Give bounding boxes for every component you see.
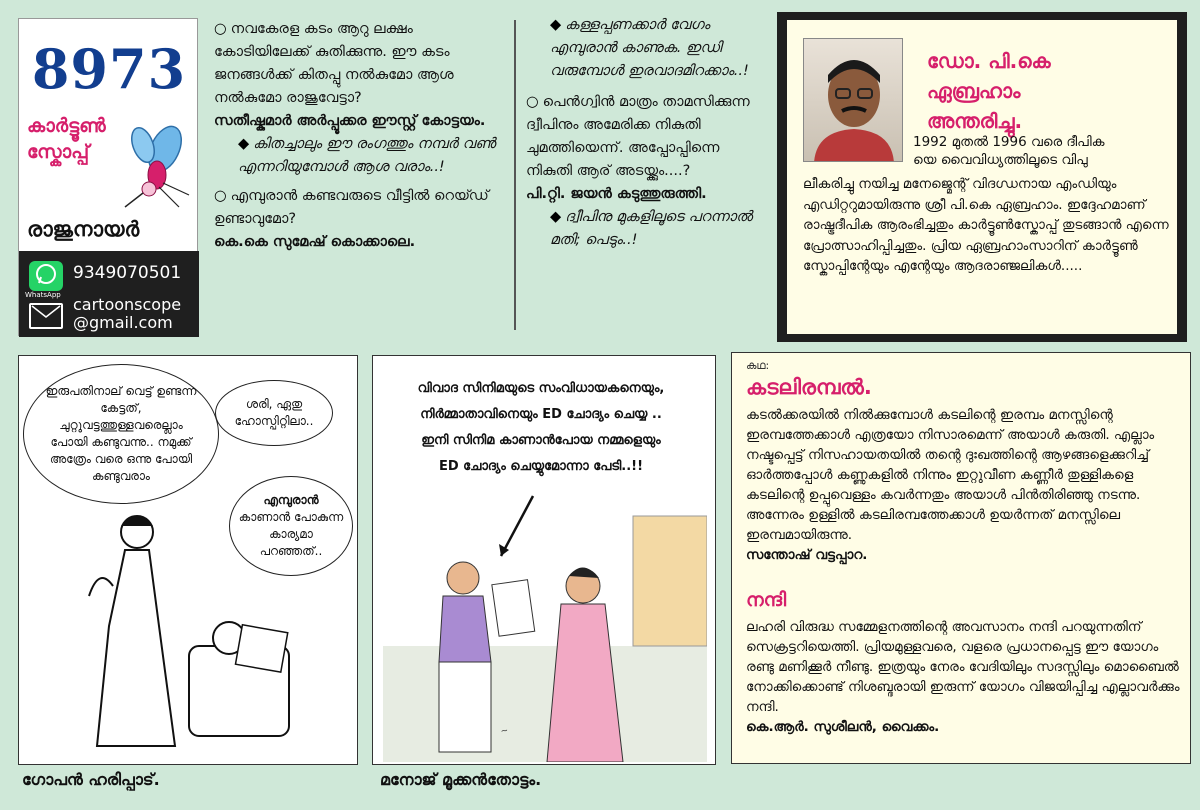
story-title: കടലിരമ്പൽ. [746,375,872,399]
tribute-body: ലീകരിച്ചു നയിച്ച മനേജ്മെന്റ് വിദഗ്ധനായ എംഡിയും എഡിറ്ററുമായിരുന്നു ശ്രീ പി.കെ ഏബ്രഹാം. ഇദ്ദേഹമാണ് രാഷ്ട്രദീപിക ആരംഭിച്ചതും കാർട്ടൂൺസ്കോപ്പ് തുടങ്ങാൻ എന്നെ പ്രോത്സാഹിപ്പിച്ചതും. പ്രിയ ഏബ്രഹാംസാറിന് കാർട്ടൂൺ സ്കോപ്പിന്റേയും എന്റേയും ആദരാഞ്ജലികൾ..... [803,176,1169,274]
answer-1: ◆ കിതച്ചാലും ഈ രംഗത്തും നമ്പർ വൺ എന്നറിയുമ്പോൾ ആശ വരാം..! [238,136,496,175]
answer-0: ◆ കള്ളപ്പണക്കാർ വേഗം എമ്പുരാൻ കാണുക. ഇഡി വരുമ്പോൾ ഇരവാദമിറക്കാം..! [550,17,749,79]
cartoon-illustration-ed [383,486,707,762]
whatsapp-label: WhatsApp [25,291,61,299]
svg-text:~: ~ [499,725,510,738]
portrait-photo [803,38,903,162]
tribute-box [777,12,1187,342]
masthead-number: 8973 [31,37,187,101]
tribute-body-line2: യെ വൈവിധ്യത്തിലൂടെ വിപു [913,152,1088,168]
answer-3: ◆ ദ്വീപിനു മുകളിലൂടെ പറന്നാൽ മതി; പെടും..! [550,209,753,248]
qa-column-2 [526,14,764,252]
story-box [731,352,1191,764]
masthead-title-line1: കാർട്ടൂൺ [27,115,106,137]
story-2-title: നന്ദി [746,589,787,611]
masthead-author: രാജുനായർ [27,217,140,241]
question-2: ○ എമ്പുരാൻ കണ്ടവരുടെ വീട്ടിൽ റെയ്ഡ് ഉണ്ടാവുമോ? [214,188,489,227]
story-author: സന്തോഷ് വട്ടപ്പാറ. [746,547,868,563]
tribute-title: ഡോ. പി.കെ ഏബ്രഹാം അന്തരിച്ചു. [927,49,1051,133]
speech-bubble-2: ശരി, ഏതു ഹോസ്പിറ്റിലാ.. [215,380,333,446]
speech-bubble-3: എമ്പുരാൻ കാണാൻ പോകുന്ന കാര്യമാ പറഞ്ഞത്.. [229,476,353,576]
story-kind-label: കഥ: [746,359,770,372]
cartoon-2-text: വിവാദ സിനിമയുടെ സംവിധായകനെയും, നിർമ്മാതാവിനെയും ED ചോദ്യം ചെയ്യ .. ഇനി സിനിമ കാണാൻപോയ നമ്മളെയും ED ചോദ്യം ചെയ്യുമോന്നാ പേടി..!! [417,381,665,474]
email-line1[interactable]: cartoonscope [73,295,182,314]
cartoon-panel-2 [372,355,716,765]
whatsapp-icon [29,261,63,291]
cartoon-illustration-couple [79,506,309,756]
email-icon [29,303,63,329]
phone-number[interactable]: 9349070501 [73,263,182,283]
column-divider [514,20,516,330]
contact-box [19,251,199,337]
story-body: കടൽക്കരയിൽ നിൽക്കുമ്പോൾ കടലിന്റെ ഇരമ്പം മനസ്സിന്റെ ഇരമ്പത്തേക്കാൾ എത്രയോ നിസാരമെന്ന് അയാൾ കരുതി. എല്ലാം നഷ്ടപ്പെട്ട് നിസഹായതയിൽ തന്റെ ദുഃഖത്തിന്റെ ആഴങ്ങളെക്കുറിച്ച് ഓർത്തപ്പോൾ കണ്ണുകളിൽ നിന്നും ഇറ്റുവീണ കണ്ണീർ തുള്ളികളെ കടലിന്റെ ഉപ്പുവെള്ളം കവർന്നതും അയാൾ പിൻതിരിഞ്ഞു നടന്നു. അന്നേരം ഉള്ളിൽ കടലിരമ്പത്തേക്കാൾ ഉയർന്നത് മനസ്സിലെ ഇരമ്പമായിരുന്നു. സന്തോഷ് വട്ടപ്പാറ. [746,405,1182,565]
qa-column-1 [214,18,504,254]
speech-bubble-1: ഇരുപതിനാല് വെട്ട് ഉണ്ടന്ന കേട്ടത്, ചുറ്റുവട്ടത്തുള്ളവരെല്ലാം പോയി കണ്ടുവന്നു.. നമുക്ക് അത്രേം വരെ ഒന്നു പോയി കണ്ടുവരാം [23,364,219,504]
cartoon-1-caption: ഗോപൻ ഹരിപ്പാട്. [22,770,160,789]
question-3: ○ പെൻഗ്വിൻ മാത്രം താമസിക്കുന്ന ദ്വീപിനും അമേരിക്ക നികുതി ചുമത്തിയെന്ന്. അപ്പോപ്പിന്നെ നികുതി ആര് അടയ്ക്കും....? [526,94,750,179]
question-2-author: കെ.കെ സുമേഷ് കൊക്കാലെ. [214,234,416,250]
email-line2[interactable]: @gmail.com [73,313,173,332]
question-1-author: സതീഷ്കുമാർ അർപ്പൂക്കര ഈസ്റ്റ് കോട്ടയം. [214,113,486,129]
cartoon-2-caption: മനോജ് മൂക്കൻതോട്ടം. [380,770,542,789]
story-2-author: കെ.ആർ. സുശീലൻ, വൈക്കം. [746,719,940,735]
story-2-body: ലഹരി വിരുദ്ധ സമ്മേളനത്തിന്റെ അവസാനം നന്ദി പറയുന്നതിന് സെക്രട്ടറിയെത്തി. പ്രിയമുള്ളവരെ, വളരെ പ്രധാനപ്പെട്ട ഈ യോഗം രണ്ടു മണിക്കൂർ നീണ്ടു. ഇത്രയും നേരം വേദിയിലും സദസ്സിലും മൊബൈൽ നോക്കിക്കൊണ്ട് നിശബ്ദരായി ഇരുന്ന് യോഗം വിജയിപ്പിച്ച എല്ലാവർക്കും നന്ദി. കെ.ആർ. സുശീലൻ, വൈക്കം. [746,617,1182,737]
mosquito-icon [119,123,193,209]
masthead-title-line2: സ്കോപ്പ് [27,141,90,163]
tribute-body-top: 1992 മുതൽ 1996 വരെ ദീപിക [913,134,1105,150]
masthead [18,18,198,336]
cartoon-panel-1 [18,355,358,765]
question-1: ○ നവകേരള കടം ആറു ലക്ഷം കോടിയിലേക്ക് കുതിക്കുന്നു. ഈ കടം ജനങ്ങൾക്ക് കിതപ്പു നൽകുമോ ആശ നൽകുമോ രാജുവേട്ടാ? [214,21,454,106]
question-3-author: പി.റ്റി. ജയൻ കടുത്തുരുത്തി. [526,186,707,202]
